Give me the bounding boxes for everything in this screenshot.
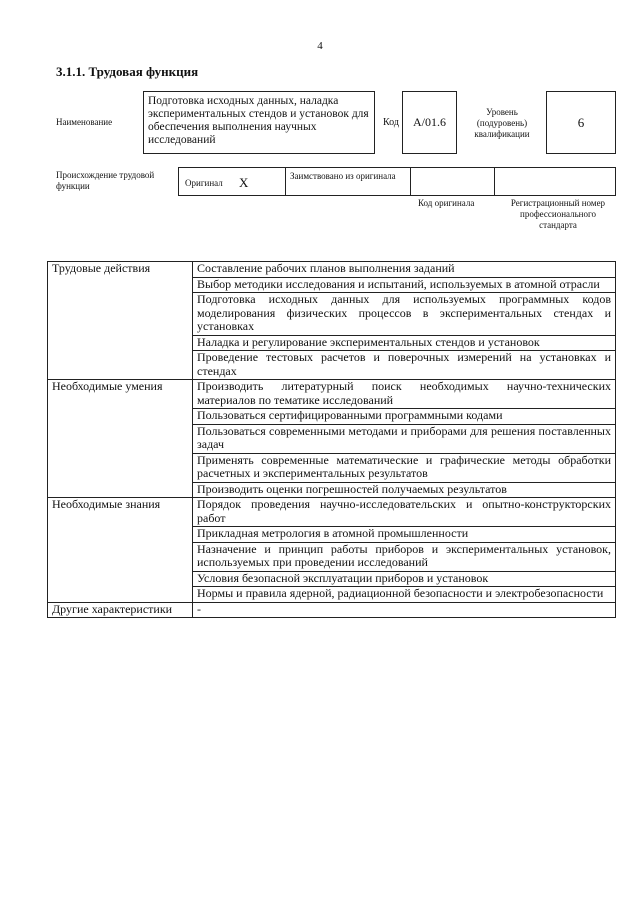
table-row <box>48 602 616 618</box>
category-cell: Необходимые умения <box>48 380 193 498</box>
name-label: Наименование <box>56 117 113 127</box>
item-cell: Составление рабочих планов выполнения заданий <box>193 262 616 278</box>
category-cell: Трудовые действия <box>48 262 193 380</box>
item-cell: Подготовка исходных данных для используемых программных кодов моделирования физических процессов в экспериментальных стендах и установках <box>193 293 616 336</box>
item-cell: Выбор методики исследования и испытаний, используемых в атомной отрасли <box>193 277 616 293</box>
code-value-box: A/01.6 <box>402 91 457 154</box>
borrowed-label: Заимствовано из оригинала <box>290 171 396 181</box>
item-cell: Пользоваться сертифицированными программными кодами <box>193 409 616 425</box>
item-cell: Наладка и регулирование экспериментальных стендов и установок <box>193 335 616 351</box>
reg-number-caption: Регистрационный номер профессионального стандарта <box>510 198 606 230</box>
borrowed-cell <box>285 167 411 196</box>
item-cell: Производить оценки погрешностей получаемых результатов <box>193 482 616 498</box>
function-name-box: Подготовка исходных данных, наладка экспериментальных стендов и установок для обеспечения выполнения научных исследований <box>143 91 375 154</box>
category-cell: Необходимые знания <box>48 498 193 603</box>
item-cell: Производить литературный поиск необходимых научно-технических материалов по тематике исследований <box>193 380 616 409</box>
page-number: 4 <box>317 40 323 52</box>
code-original-cell <box>410 167 495 196</box>
item-cell: Пользоваться современными методами и приборами для решения поставленных задач <box>193 424 616 453</box>
reg-number-cell <box>494 167 616 196</box>
section-title: 3.1.1. Трудовая функция <box>56 64 199 79</box>
category-cell: Другие характеристики <box>48 602 193 618</box>
table-row <box>48 498 616 527</box>
table-row <box>48 380 616 409</box>
code-original-caption: Код оригинала <box>418 198 475 208</box>
item-cell: Нормы и правила ядерной, радиационной безопасности и электробезопасности <box>193 587 616 603</box>
origin-label: Происхождение трудовой функции <box>56 170 155 191</box>
table-row <box>48 262 616 278</box>
level-value-box: 6 <box>546 91 616 154</box>
item-cell: Порядок проведения научно-исследовательских и опытно-конструкторских работ <box>193 498 616 527</box>
original-label: Оригинал <box>185 178 223 188</box>
item-cell: Условия безопасной эксплуатации приборов и установок <box>193 571 616 587</box>
origin-row <box>178 167 616 196</box>
level-label: Уровень (подуровень) квалификации <box>474 107 530 139</box>
original-mark: X <box>239 175 249 190</box>
item-cell: - <box>193 602 616 618</box>
item-cell: Прикладная метрология в атомной промышленности <box>193 527 616 543</box>
labor-function-table <box>47 261 616 618</box>
item-cell: Применять современные математические и графические методы обработки расчетных и экспериментальных результатов <box>193 453 616 482</box>
item-cell: Назначение и принцип работы приборов и экспериментальных установок, используемых при проведении исследований <box>193 542 616 571</box>
original-cell <box>178 167 286 196</box>
item-cell: Проведение тестовых расчетов и поверочных измерений на установках и стендах <box>193 351 616 380</box>
code-label: Код <box>383 117 399 128</box>
